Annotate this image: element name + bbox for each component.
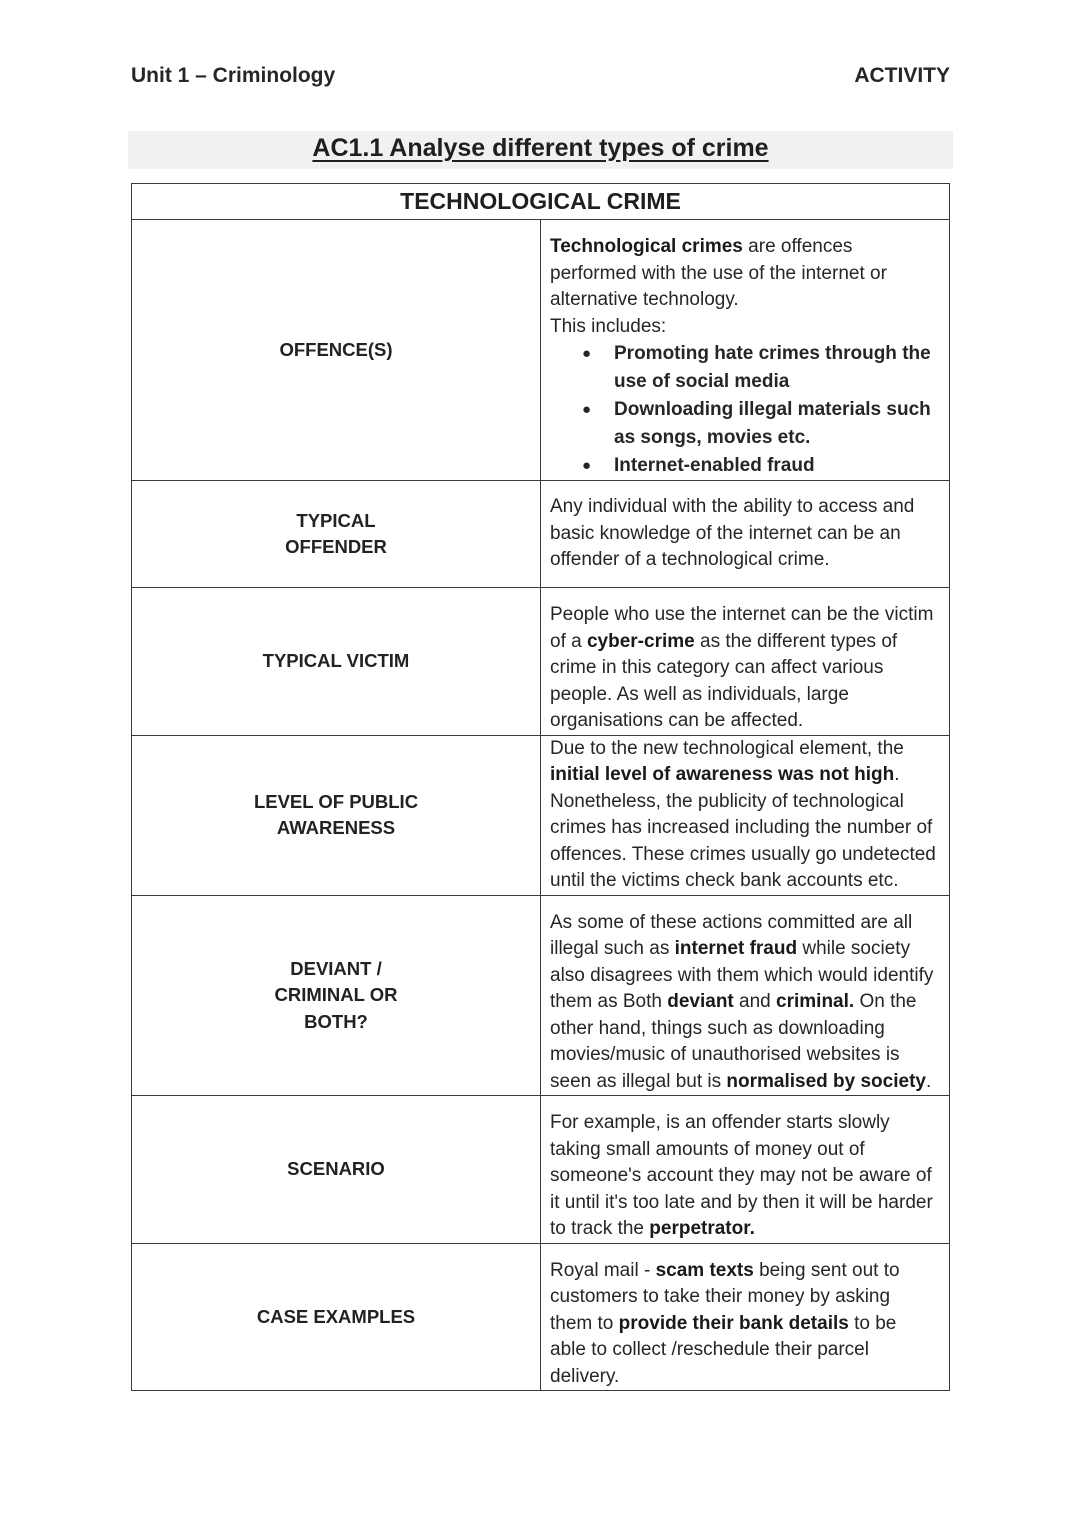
row-text-deviant: [541, 895, 950, 1096]
list-item: [582, 396, 937, 452]
victim-text: [550, 588, 937, 735]
scenario-text: [550, 1096, 937, 1243]
text-span: . Nonetheless, the publicity of technological crimes has increased including the number of offences. These crimes usually go undetected until the victims check bank accounts etc.: [550, 764, 936, 891]
list-item: [582, 340, 937, 396]
row-label-offender: [132, 481, 541, 588]
table-row: [132, 588, 950, 736]
bullet-icon: ●: [582, 345, 592, 362]
offence-intro: [550, 220, 937, 314]
text-span: .: [925, 1070, 932, 1092]
bold-span: cyber-crime: [586, 630, 695, 652]
table-row: [132, 220, 950, 481]
offence-bullet-list: [550, 340, 937, 480]
label-line: CRIMINAL OR: [274, 984, 398, 1005]
row-label-victim: TYPICAL VICTIM: [132, 588, 541, 736]
bullet-text: Downloading illegal materials such as songs, movies etc.: [614, 399, 931, 448]
deviant-text: [550, 896, 937, 1096]
row-text-offence: [541, 220, 950, 481]
label-line: TYPICAL: [296, 509, 376, 531]
row-text-cases: [541, 1243, 950, 1391]
bold-span: initial level of awareness was not high: [550, 764, 895, 785]
bold-span: normalised by society: [726, 1070, 926, 1092]
row-text-victim: [541, 588, 950, 736]
row-text-awareness: [541, 735, 950, 895]
label-line: LEVEL OF PUBLIC: [253, 790, 419, 812]
bold-span: internet fraud: [674, 938, 798, 959]
title-band: [128, 131, 953, 169]
unit-title: Unit 1 – Criminology: [131, 64, 336, 87]
label-line: DEVIANT /: [290, 957, 382, 979]
bullet-icon: ●: [582, 457, 592, 474]
label-line: BOTH?: [304, 1010, 368, 1032]
crime-table: [131, 183, 950, 1391]
row-label-deviant: [132, 895, 541, 1096]
bold-span: provide their bank details: [618, 1312, 849, 1334]
text-span: Royal mail -: [550, 1259, 656, 1281]
text-span: as the different types of crime in this category can affect various people. As well as individuals, large organisations can be affected.: [550, 630, 898, 731]
table-header-row: [132, 184, 950, 220]
row-label-scenario: SCENARIO: [132, 1096, 541, 1244]
page-title: AC1.1 Analyse different types of crime: [312, 134, 769, 162]
table-row: [132, 481, 950, 588]
text-span: For example, is an offender starts slowly taking small amounts of money out of someone's account they may not be aware of it until it's too late and by then it will be harder to track the: [550, 1112, 933, 1239]
list-item: [582, 452, 937, 480]
activity-label: ACTIVITY: [854, 64, 950, 87]
bullet-text: Promoting hate crimes through the use of social media: [614, 343, 931, 392]
bullet-text: Internet-enabled fraud: [614, 455, 815, 476]
row-label-offence: OFFENCE(S): [132, 220, 541, 481]
text-span: Due to the new technological element, the: [550, 737, 904, 759]
text-span: People who use the internet can be the victim of a: [550, 604, 934, 652]
offence-lead-rest: are offences performed with the use of the internet or alternative technology.: [550, 236, 887, 310]
cases-text: [550, 1244, 937, 1391]
bold-span: perpetrator.: [649, 1218, 755, 1239]
label-line: OFFENDER: [285, 536, 387, 557]
text-span: being sent out to customers to take their money by asking them to: [550, 1259, 900, 1334]
text-span: while society also disagrees with them which would identify them as Both: [550, 938, 934, 1012]
table-row: [132, 1096, 950, 1244]
offence-includes: This includes:: [550, 315, 667, 337]
row-label-awareness: [132, 735, 541, 895]
text-span: As some of these actions committed are all illegal such as: [550, 911, 913, 959]
text-span: and: [733, 991, 777, 1012]
bold-span: scam texts: [655, 1259, 754, 1281]
text-span: On the other hand, things such as downloading movies/music of unauthorised websites is seen as illegal but is: [550, 991, 917, 1092]
row-text-offender: Any individual with the ability to access and basic knowledge of the internet can be an offender of a technological crime.: [541, 481, 950, 588]
bullet-icon: ●: [582, 401, 592, 418]
text-span: to be able to collect /reschedule their parcel delivery.: [550, 1312, 897, 1387]
row-text-scenario: [541, 1096, 950, 1244]
offence-lead-bold: Technological crimes: [550, 236, 743, 257]
bold-span: criminal.: [776, 991, 855, 1012]
table-row: [132, 895, 950, 1096]
label-line: AWARENESS: [276, 817, 396, 838]
table-row: [132, 1243, 950, 1391]
table-heading: TECHNOLOGICAL CRIME: [132, 184, 950, 220]
row-label-cases: CASE EXAMPLES: [132, 1243, 541, 1391]
table-row: [132, 735, 950, 895]
bold-span: deviant: [667, 991, 734, 1012]
